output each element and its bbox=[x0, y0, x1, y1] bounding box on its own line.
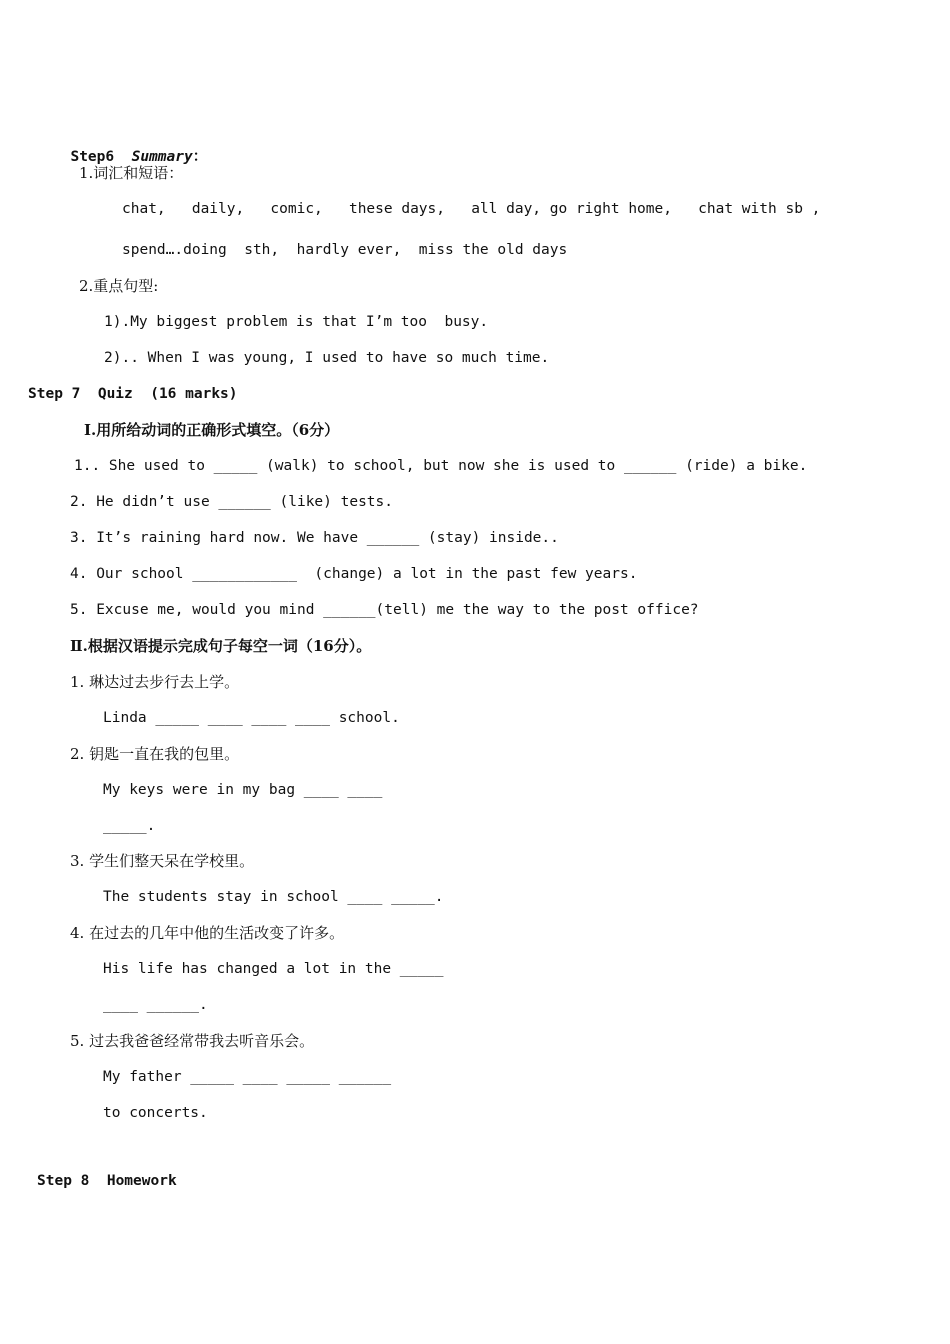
part2-item-en: to concerts. bbox=[103, 1105, 208, 1121]
vocab-line-2: spend….doing sth, hardly ever, miss the old days bbox=[122, 242, 568, 258]
part1-item: 2. He didn’t use ______ (like) tests. bbox=[70, 494, 394, 510]
part1-item: 4. Our school ____________ (change) a lot in the past few years. bbox=[70, 566, 638, 582]
part2-item-en: ____ ______. bbox=[103, 997, 208, 1013]
vocab-line-1: chat, daily, comic, these days, all day, go right home, chat with sb , bbox=[122, 201, 821, 217]
part2-item-en: His life has changed a lot in the _____ bbox=[103, 961, 444, 977]
part2-item-en: The students stay in school ____ _____. bbox=[103, 889, 444, 905]
part1-item: 3. It’s raining hard now. We have ______ (stay) inside.. bbox=[70, 530, 559, 546]
part2-item-en: _____. bbox=[103, 818, 156, 834]
part1-item: 1.. She used to _____ (walk) to school, but now she is used to ______ (ride) a bike. bbox=[74, 458, 808, 474]
part2-item-cn: 4. 在过去的几年中他的生活改变了许多。 bbox=[70, 924, 345, 942]
part2-item-en: Linda _____ ____ ____ ____ school. bbox=[103, 710, 400, 726]
part2-heading: Ⅱ.根据汉语提示完成句子每空一词（16分）。 bbox=[70, 637, 372, 655]
step7-title: Step 7 Quiz (16 marks) bbox=[28, 386, 238, 402]
part2-item-cn: 1. 琳达过去步行去上学。 bbox=[70, 673, 240, 691]
step6-colon: ： bbox=[192, 149, 208, 165]
part2-item-cn: 5. 过去我爸爸经常带我去听音乐会。 bbox=[70, 1032, 315, 1050]
step6-title: Summary bbox=[131, 149, 193, 165]
part1-item: 5. Excuse me, would you mind ______(tell) me the way to the post office? bbox=[70, 602, 699, 618]
key-sentence-2: 2).. When I was young, I used to have so much time. bbox=[104, 350, 550, 366]
step8-title: Step 8 Homework bbox=[37, 1173, 177, 1189]
part1-heading: Ⅰ.用所给动词的正确形式填空。（6分） bbox=[84, 421, 340, 439]
sentences-heading: 2.重点句型: bbox=[79, 277, 159, 295]
key-sentence-1: 1).My biggest problem is that I’m too busy. bbox=[104, 314, 489, 330]
step6-heading bbox=[53, 127, 207, 167]
part2-item-cn: 2. 钥匙一直在我的包里。 bbox=[70, 745, 240, 763]
part2-item-cn: 3. 学生们整天呆在学校里。 bbox=[70, 852, 255, 870]
step6-label: Step6 bbox=[70, 149, 115, 165]
vocab-heading: 1.词汇和短语： bbox=[79, 164, 184, 182]
part2-item-en: My keys were in my bag ____ ____ bbox=[103, 782, 383, 798]
part2-item-en: My father _____ ____ _____ ______ bbox=[103, 1069, 392, 1085]
